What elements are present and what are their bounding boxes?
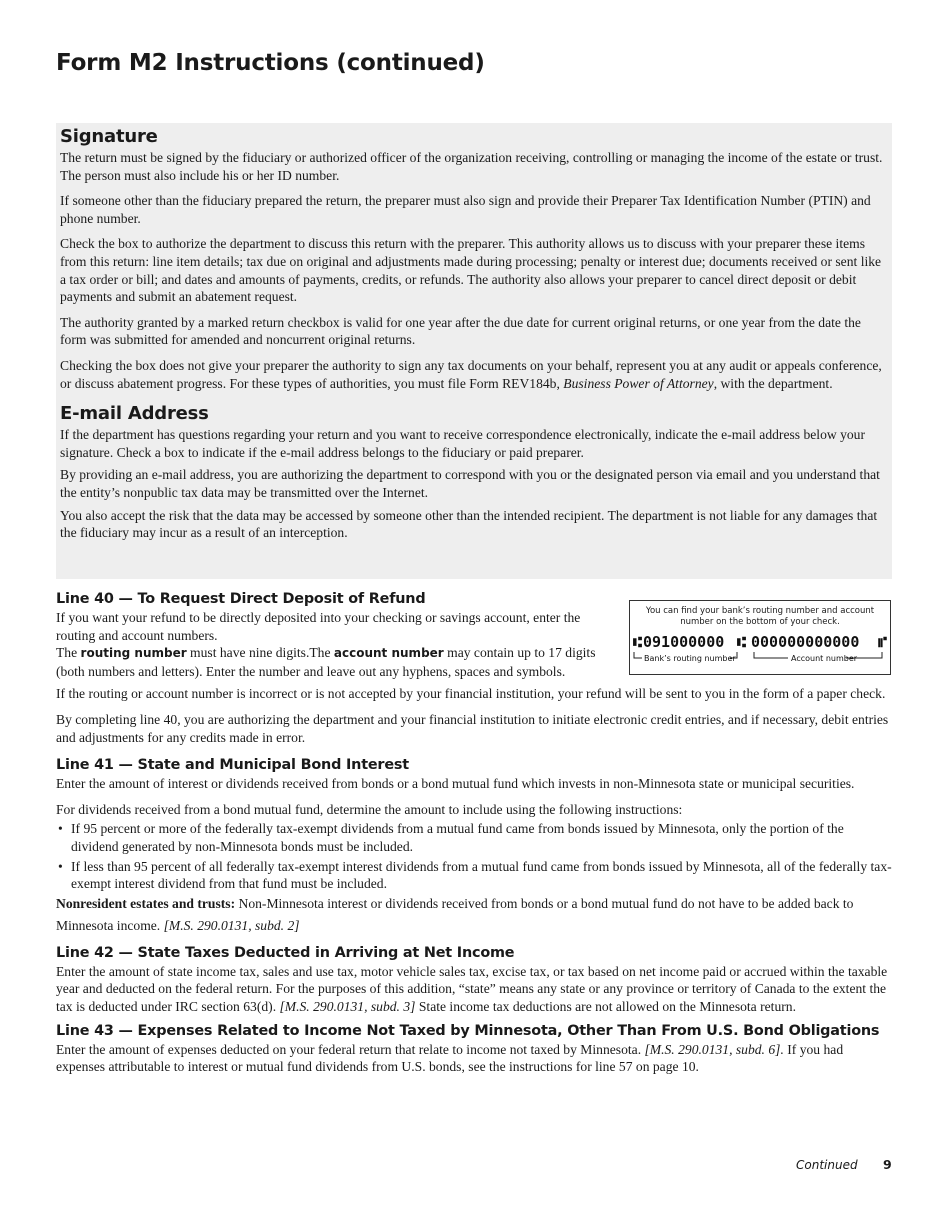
signature-paragraph: Check the box to authorize the department to discuss this return with the preparer. This authority allows us to discuss with your preparer these items from this return: line item details; tax due on original and adjustments made during processing; penalty or interest due; documents received or sent like a tax order or bill; and dates and amounts of payments, credits, or refunds. The authority also allows your preparer to cancel direct deposit or debit payments and submit an abatement request.: [60, 236, 882, 305]
line40-intro: [56, 609, 616, 680]
line40-text: The: [56, 645, 81, 661]
signature-p5-text: , with the department.: [713, 375, 833, 391]
micr-transit-symbol: ⑆: [737, 633, 747, 651]
statute-citation: [M.S. 290.0131, subd. 6].: [644, 1041, 784, 1057]
line40-paragraph: If the routing or account number is incorrect or is not accepted by your financial institution, your refund will be sent to you in the form of a paper check.: [56, 686, 886, 702]
line40-heading: Line 40 — To Request Direct Deposit of Refund: [56, 591, 426, 607]
routing-bracket-left: [634, 652, 642, 658]
line42-text: Enter the amount of state income tax, sales and use tax, motor vehicle sales tax, excise tax, or tax based on net income paid or accrued within the taxable year and deducted on the federal return. For the purposes of this addition, “state” means any state or any province or territory of Canada to the extent the tax is deducted under IRC section 63(d).: [56, 963, 888, 1014]
line43-text: If you had expenses attributable to interest or mutual fund dividends from U.S. bonds, see the instructions for line 57 on page 10.: [56, 1041, 844, 1075]
line42-section: [56, 943, 892, 1016]
email-paragraph: You also accept the risk that the data may be accessed by someone other than the intended recipient. The department is not liable for any damages that the fiduciary may incur as a result of an interception.: [60, 507, 878, 541]
account-label: Account number: [791, 654, 858, 663]
statute-citation: [M.S. 290.0131, subd. 3]: [279, 998, 416, 1014]
line43-paragraph: [56, 1041, 892, 1076]
line41-heading: Line 41 — State and Municipal Bond Interest: [56, 757, 409, 774]
nonresident-paragraph: [56, 893, 892, 937]
email-paragraph: By providing an e-mail address, you are authorizing the department to correspond with you or the designated person via email and you understand that the entity’s nonpublic tax data may be transmitted over the Internet.: [60, 467, 880, 500]
line41-bullets: [56, 820, 892, 892]
nonresident-text: Non-Minnesota interest or dividends received from bonds or a bond mutual fund do not have to be added back to Minnesota income.: [56, 895, 854, 933]
check-routing-diagram: [629, 600, 891, 675]
micr-onus-symbol: ⑈: [878, 633, 888, 651]
line43-section: [56, 1021, 892, 1076]
signature-paragraph: [60, 357, 888, 392]
diagram-caption: You can find your bank’s routing number and account number on the bottom of your check.: [645, 606, 875, 627]
line40-text: must have nine digits.The: [186, 645, 334, 661]
account-bracket-left: [754, 652, 788, 658]
signature-paragraph: If someone other than the fiduciary prepared the return, the preparer must also sign and provide their Preparer Tax Identification Number (PTIN) and phone number.: [60, 193, 871, 226]
signature-paragraph: The authority granted by a marked return checkbox is valid for one year after the due date for current original returns, or one year from the date the form was submitted for amended and noncurrent original returns.: [60, 314, 861, 348]
routing-digits: 091000000: [643, 633, 725, 651]
signature-email-box: [56, 123, 892, 579]
page-title: Form M2 Instructions (continued): [56, 50, 485, 76]
account-digits: 000000000000: [751, 633, 860, 651]
line43-text: Enter the amount of expenses deducted on your federal return that relate to income not taxed by Minnesota.: [56, 1041, 645, 1057]
page-number: 9: [883, 1157, 892, 1172]
routing-label: Bank’s routing number: [644, 654, 736, 663]
line43-heading: Line 43 — Expenses Related to Income Not Taxed by Minnesota, Other Than From U.S. Bond Obligations: [56, 1022, 880, 1039]
line40-section: [56, 589, 892, 746]
line42-heading: Line 42 — State Taxes Deducted in Arriving at Net Income: [56, 944, 515, 961]
line41-section: [56, 755, 892, 937]
statute-citation: [M.S. 290.0131, subd. 2]: [163, 917, 300, 933]
line41-paragraph: For dividends received from a bond mutual fund, determine the amount to include using the following instructions:: [56, 801, 683, 817]
line41-paragraph: Enter the amount of interest or dividends received from bonds or a bond mutual fund which invests in non-Minnesota state or municipal securities.: [56, 776, 855, 792]
nonresident-label: Nonresident estates and trusts:: [56, 895, 236, 911]
list-item: • If 95 percent or more of the federally tax-exempt dividends from a mutual fund came from bonds issued by Minnesota, only the portion of the dividend generated by non-Minnesota bonds must be included.: [58, 821, 844, 854]
line40-paragraph: If you want your refund to be directly deposited into your checking or savings account, enter the routing and account numbers.: [56, 610, 581, 643]
signature-p5-text: Checking the box does not give your preparer the authority to sign any tax documents on your behalf, represent you at any audit or appeals conference, or discuss abatement progress. For these types of authorities, you must file Form REV184b,: [60, 357, 882, 391]
line40-paragraph: [56, 644, 616, 680]
list-item: • If less than 95 percent of all federally tax-exempt interest dividends from a mutual fund came from bonds issued by Minnesota, all of the federally tax-exempt interest dividend from that fund must be included.: [58, 858, 892, 892]
form-title-italic: Business Power of Attorney: [563, 375, 714, 391]
email-paragraph: If the department has questions regarding your return and you want to receive correspondence electronically, indicate the e-mail address below your signature. Check a box to indicate if the e-mail address belongs to the fiduciary or paid preparer.: [60, 427, 865, 460]
line40-text: may contain up to 17 digits (both numbers and letters). Enter the number and leave out any hyphens, spaces and symbols.: [56, 645, 596, 679]
account-number-term: account number: [333, 646, 444, 661]
line40-paragraph: By completing line 40, you are authorizing the department and your financial institution to initiate electronic credit entries, and if necessary, debit entries and adjustments for any credits made in error.: [56, 711, 889, 745]
signature-paragraph: The return must be signed by the fiduciary or authorized officer of the organization receiving, controlling or managing the income of the estate or trust. The person must also include his or her ID number.: [60, 150, 883, 183]
routing-number-term: routing number: [80, 646, 187, 661]
line42-text: State income tax deductions are not allowed on the Minnesota return.: [415, 998, 796, 1014]
line42-paragraph: [56, 963, 892, 1016]
line-instructions: [56, 589, 892, 1076]
check-micr-line-graphic: [630, 628, 890, 670]
continued-label: Continued: [796, 1158, 858, 1172]
bullet-text: If 95 percent or more of the federally tax-exempt dividends from a mutual fund came from bonds issued by Minnesota, only the portion of the dividend generated by non-Minnesota bonds must be included.: [71, 821, 844, 854]
bullet-text: If less than 95 percent of all federally tax-exempt interest dividends from a mutual fund came from bonds issued by Minnesota, all of the federally tax-exempt interest dividend from that fund must be included.: [71, 858, 892, 892]
email-heading: E-mail Address: [60, 403, 209, 425]
signature-heading: Signature: [60, 126, 158, 147]
micr-transit-symbol: ⑆: [633, 633, 643, 651]
